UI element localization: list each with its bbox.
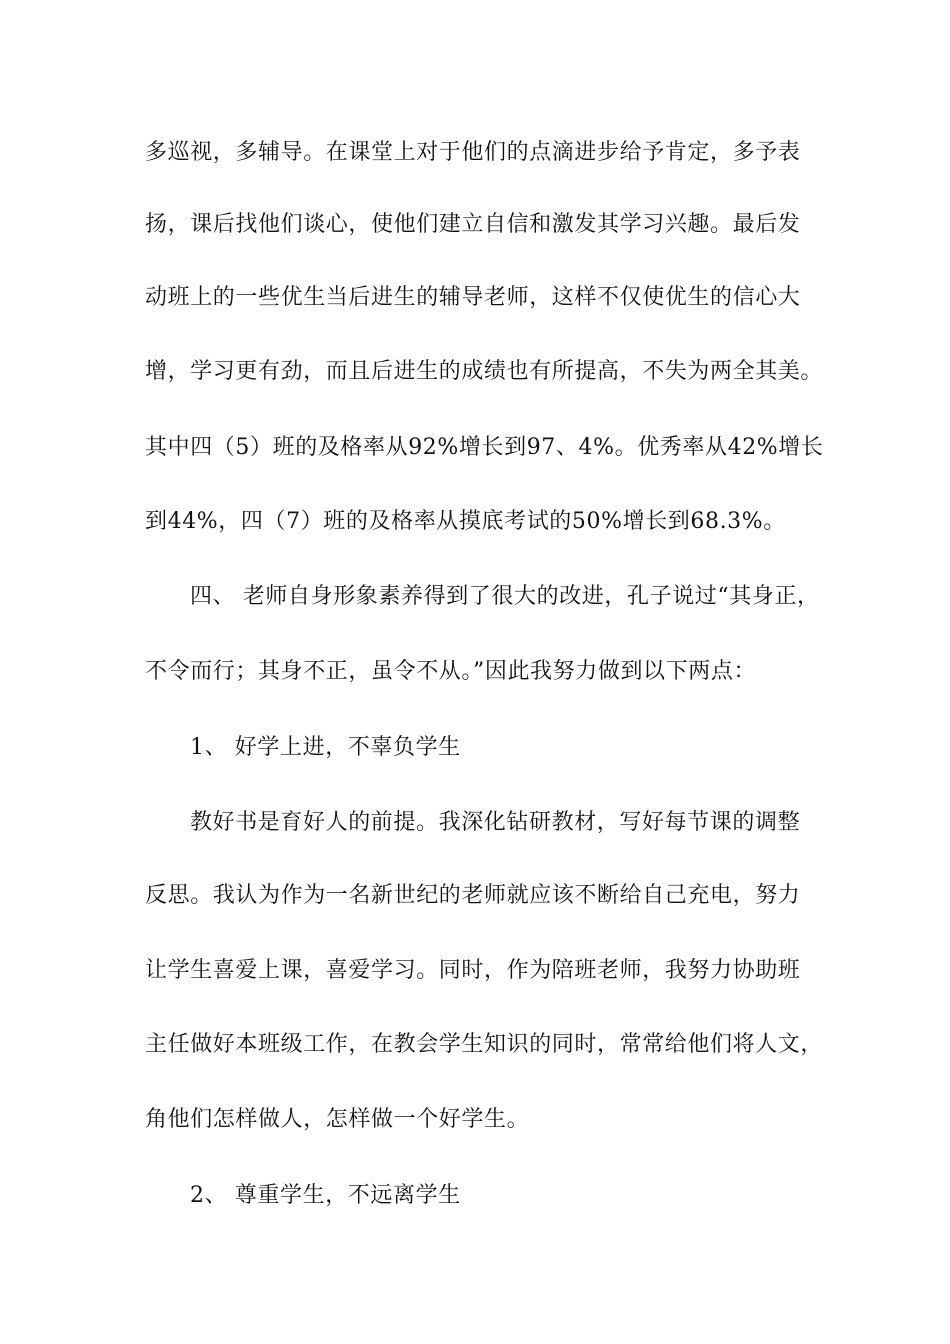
paragraph-line: 动班上的一些优生当后进生的辅导老师，这样不仅使优生的信心大 — [145, 285, 801, 310]
paragraph-line: 让学生喜爱上课，喜爱学习。同时，作为陪班老师，我努力协助班 — [145, 958, 801, 983]
subheading-two: 2、 尊重学生，不远离学生 — [190, 1183, 461, 1208]
paragraph-line: 反思。我认为作为一名新世纪的老师就应该不断给自己充电，努力 — [145, 883, 801, 908]
paragraph-line: 主任做好本班级工作，在教会学生知识的同时，常常给他们将人文， — [145, 1032, 824, 1057]
paragraph-line: 教好书是育好人的前提。我深化钻研教材，写好每节课的调整 — [190, 810, 801, 835]
paragraph-line: 角他们怎样做人，怎样做一个好学生。 — [145, 1107, 530, 1132]
paragraph-line: 多巡视，多辅导。在课堂上对于他们的点滴进步给予肯定，多予表 — [145, 140, 801, 165]
paragraph-line: 增，学习更有劲，而且后进生的成绩也有所提高，不失为两全其美。 — [145, 359, 824, 384]
subheading-one: 1、 好学上进，不辜负学生 — [190, 735, 461, 760]
paragraph-line: 扬，课后找他们谈心，使他们建立自信和激发其学习兴趣。最后发 — [145, 212, 801, 237]
paragraph-line: 不令而行；其身不正，虽令不从。”因此我努力做到以下两点： — [145, 659, 757, 684]
section-heading-four: 四、 老师自身形象素养得到了很大的改进，孔子说过“其身正， — [190, 584, 820, 609]
paragraph-line: 到44%，四（7）班的及格率从摸底考试的50%增长到68.3%。 — [145, 509, 786, 534]
paragraph-line: 其中四（5）班的及格率从92%增长到97、4%。优秀率从42%增长 — [145, 435, 824, 460]
